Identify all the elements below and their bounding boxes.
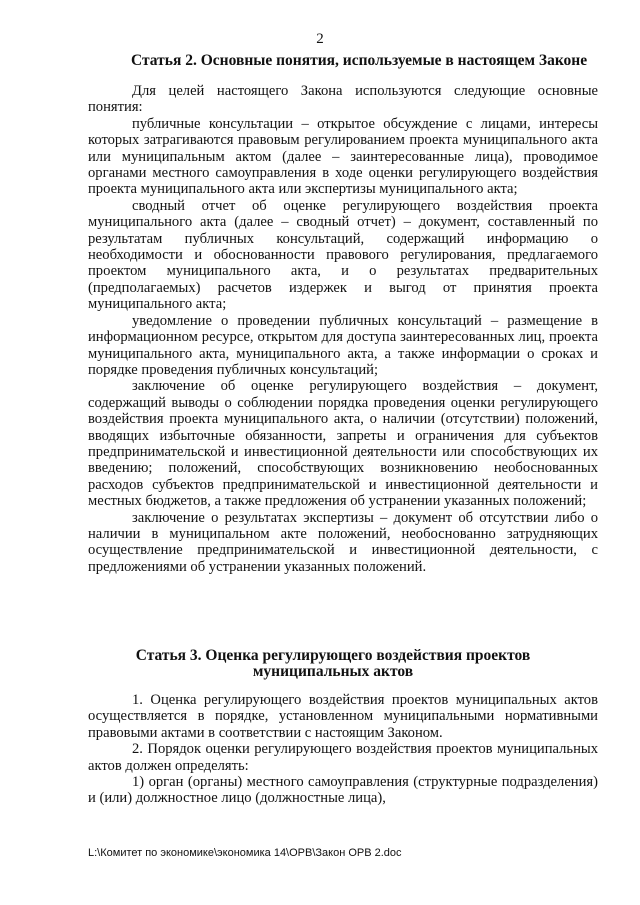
- file-path-footer: L:\Комитет по экономике\экономика 14\ОРВ\Закон ОРВ 2.doc: [88, 847, 402, 859]
- paragraph: Для целей настоящего Закона используются следующие основные понятия:: [88, 83, 598, 116]
- article-3-body: [88, 692, 598, 807]
- paragraph: 1. Оценка регулирующего воздействия проектов муниципальных актов осуществляется в порядке, установленном муниципальными нормативными правовыми актами в соответствии с настоящим Законом.: [88, 692, 598, 741]
- article-2-heading: Статья 2. Основные понятия, используемые в настоящем Законе: [131, 52, 588, 69]
- paragraph: заключение об оценке регулирующего воздействия – документ, содержащий выводы о соблюдении порядка проведения оценки регулирующего воздействия проекта муниципального акта, о наличии (отсутствии) положений, вводящих избыточные обязанности, запреты и ограничения для субъектов предпринимательской и инвестиционной деятельности или способствующих их введению; положений, способствующих возникновению необоснованных расходов субъектов предпринимательской и инвестиционной деятельности и местных бюджетов, а также предложения об устранении указанных положений;: [88, 378, 598, 510]
- paragraph: уведомление о проведении публичных консультаций – размещение в информационном ресурсе, открытом для доступа заинтересованных лиц, проекта муниципального акта, муниципального акта, а также информации о сроках и порядке проведения публичных консультаций;: [88, 312, 598, 378]
- paragraph: публичные консультации – открытое обсуждение с лицами, интересы которых затрагиваются правовым регулированием проекта муниципального акта или муниципальным актом (далее – заинтересованные лица), проводимое органами местного самоуправления в ходе оценки регулирующего воздействия проекта муниципального акта или экспертизы муниципального акта;: [88, 115, 598, 198]
- article-2-body: [88, 83, 598, 575]
- paragraph: заключение о результатах экспертизы – документ об отсутствии либо о наличии в муниципальном акте положений, необоснованно затрудняющих осуществление предпринимательской и инвестиционной деятельности, с предложениями об устранении указанных положений.: [88, 509, 598, 575]
- paragraph: сводный отчет об оценке регулирующего воздействия проекта муниципального акта (далее – сводный отчет) – документ, составленный по результатам публичных консультаций, содержащий информацию о необходимости и обоснованности правового регулирования, предлагаемого проектом муниципального акта, и о результатах предварительных (предполагаемых) расчетов издержек и выгод от принятия проекта муниципального акта;: [88, 197, 598, 313]
- page-number: 2: [316, 31, 324, 47]
- paragraph: 2. Порядок оценки регулирующего воздействия проектов муниципальных актов должен определять:: [88, 741, 598, 774]
- paragraph: 1) орган (органы) местного самоуправления (структурные подразделения) и (или) должностное лицо (должностные лица),: [88, 774, 598, 807]
- article-3-heading: Статья 3. Оценка регулирующего воздействия проектов муниципальных актов: [135, 647, 531, 680]
